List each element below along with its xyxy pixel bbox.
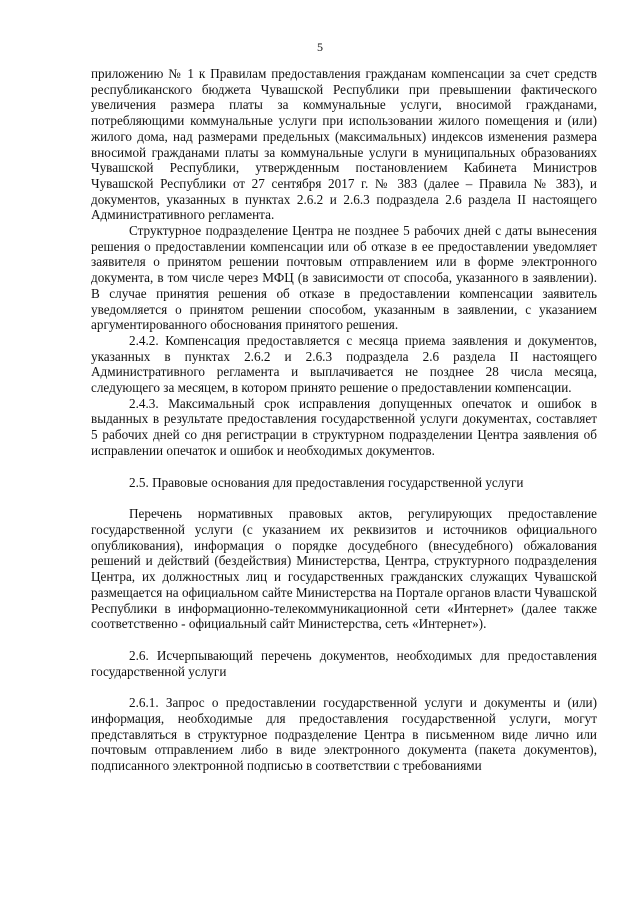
paragraph-1: приложению № 1 к Правилам предоставления гражданам компенсации за счет средств республиканского бюджета Чувашской Республики при превышении фактического увеличения размера платы за коммунальные услуги, вносимой гражданами, потребляющими коммунальные услуги при использовании жилого помещения и (или) жилого дома, над размерами предельных (максимальных) индексов изменения размера вносимой гражданами платы за коммунальные услуги в муниципальных образованиях Чувашской Республики, утвержденным постановлением Кабинета Министров Чувашской Республики от 27 сентября 2017 г. № 383 (далее – Правила № 383), и документов, указанных в пунктах 2.6.2 и 2.6.3 подраздела 2.6 раздела II настоящего Административного регламента. xyxy=(91,66,597,223)
section-2-5-body: Перечень нормативных правовых актов, регулирующих предоставление государственной услуги (с указанием их реквизитов и источников официального опубликования), информация о порядке досудебного (внесудебного) обжалования решений и действий (бездействия) Министерства, Центра, структурного подразделения Центра, их должностных лиц и государственных гражданских служащих Чувашской размещается на официальном сайте Министерства на Портале органов власти Чувашской Республики в информационно-телекоммуникационной сети «Интернет» (далее также соответственно - официальный сайт Министерства, сеть «Интернет»). xyxy=(91,506,597,632)
paragraph-2-4-2: 2.4.2. Компенсация предоставляется с месяца приема заявления и документов, указанных в пунктах 2.6.2 и 2.6.3 подраздела 2.6 раздела II настоящего Административного регламента и выплачивается не позднее 28 числа месяца, следующего за месяцем, в котором принято решение о предоставлении компенсации. xyxy=(91,332,597,396)
spacer xyxy=(91,679,597,695)
document-body xyxy=(91,66,597,774)
spacer xyxy=(91,459,597,475)
paragraph-2-4-3: 2.4.3. Максимальный срок исправления допущенных опечаток и ошибок в выданных в результате предоставления государственной услуги документах, составляет 5 рабочих дней со дня регистрации в структурном подразделении Центра заявления об исправлении опечаток и ошибок и необходимых документов. xyxy=(91,395,597,458)
section-2-6-1-body: 2.6.1. Запрос о предоставлении государственной услуги и документы и (или) информация, необходимые для предоставления государственной услуги, могут представляться в структурное подразделение Центра в письменном виде лично или почтовым отправлением либо в виде электронного документа (пакета документов), подписанного электронной подписью в соответствии с требованиями xyxy=(91,695,597,774)
page-number: 5 xyxy=(317,40,323,54)
section-2-5-heading: 2.5. Правовые основания для предоставления государственной услуги xyxy=(129,474,524,490)
section-2-6-heading: 2.6. Исчерпывающий перечень документов, необходимых для предоставления государственной услуги xyxy=(91,647,597,679)
spacer xyxy=(91,490,597,506)
spacer xyxy=(91,632,597,648)
paragraph-2: Структурное подразделение Центра не позднее 5 рабочих дней с даты вынесения решения о предоставлении компенсации или об отказе в ее предоставлении уведомляет заявителя о принятом решении почтовым отправлением или в форме электронного документа, в том числе через МФЦ (в зависимости от способа, указанного в заявлении). В случае принятия решения об отказе в предоставлении компенсации заявитель уведомляется о принятом решении способом, указанным в заявлении, с указанием аргументированного обоснования принятого решения. xyxy=(91,223,597,333)
